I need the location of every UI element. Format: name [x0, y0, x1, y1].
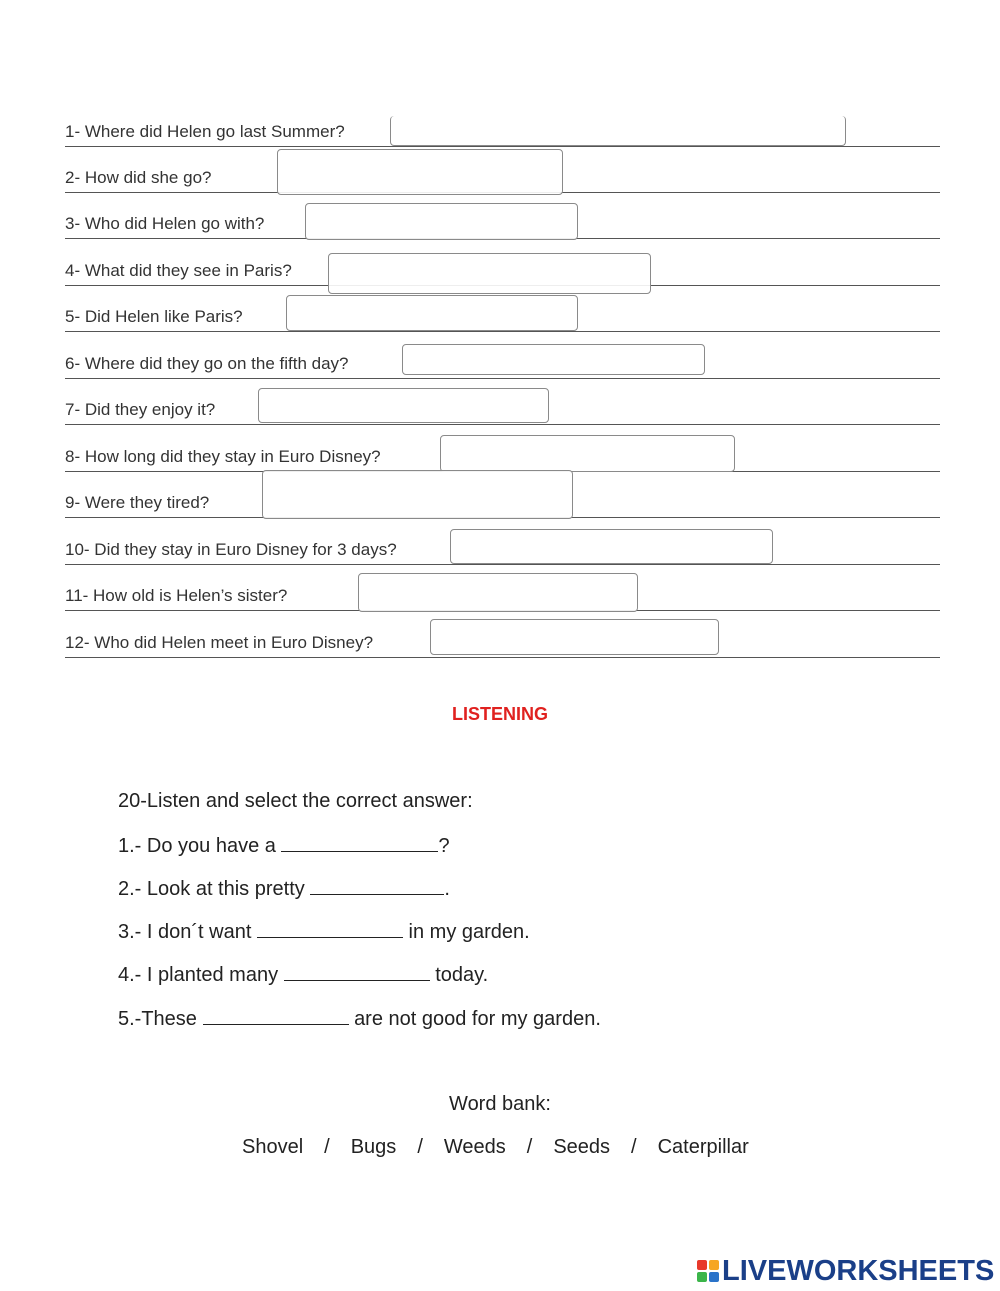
- answer-input-1[interactable]: [390, 116, 846, 146]
- answer-input-10[interactable]: [450, 529, 773, 564]
- listening-item-text: are not good for my garden.: [354, 1008, 601, 1030]
- question-text: 9- Were they tired?: [65, 493, 210, 512]
- word-bank: [242, 1136, 749, 1159]
- listening-title: LISTENING: [451, 704, 548, 724]
- word-bank-word: Bugs: [350, 1136, 397, 1158]
- word-bank-label: Word bank:: [449, 1093, 551, 1115]
- word-bank-word: Shovel: [242, 1136, 304, 1158]
- answer-input-4[interactable]: [328, 253, 651, 294]
- word-separator: /: [526, 1136, 533, 1158]
- listening-item-text: 1.- Do you have a: [118, 835, 276, 857]
- question-text: 4- What did they see in Paris?: [65, 261, 292, 280]
- listening-blank[interactable]: [281, 833, 438, 852]
- question-text: 7- Did they enjoy it?: [65, 400, 216, 419]
- listening-instruction: 20-Listen and select the correct answer:: [118, 790, 473, 812]
- word-bank-word: Weeds: [443, 1136, 506, 1158]
- answer-input-9[interactable]: [262, 470, 573, 519]
- listening-blank[interactable]: [284, 962, 430, 981]
- listening-item-text: ?: [438, 835, 450, 857]
- listening-item-text: .: [444, 878, 450, 900]
- question-text: 1- Where did Helen go last Summer?: [65, 122, 345, 141]
- answer-input-5[interactable]: [286, 295, 578, 331]
- question-text: 3- Who did Helen go with?: [65, 214, 265, 233]
- logo-block: [709, 1272, 719, 1282]
- question-text: 5- Did Helen like Paris?: [65, 307, 243, 326]
- answer-input-2[interactable]: [277, 149, 563, 195]
- listening-item-text: 5.-These: [118, 1008, 197, 1030]
- answer-input-11[interactable]: [358, 573, 638, 612]
- listening-item-text: 2.- Look at this pretty: [118, 878, 305, 900]
- liveworksheets-logo[interactable]: [697, 1254, 994, 1288]
- listening-item-2: [118, 876, 450, 901]
- answer-input-3[interactable]: [305, 203, 578, 240]
- word-bank-word: Caterpillar: [657, 1136, 749, 1158]
- listening-blank[interactable]: [203, 1006, 349, 1025]
- logo-text: LIVEWORKSHEETS: [722, 1254, 995, 1287]
- listening-item-3: [118, 919, 530, 944]
- answer-input-7[interactable]: [258, 388, 549, 423]
- listening-item-1: [118, 833, 450, 858]
- logo-blocks-icon: [697, 1260, 719, 1282]
- question-text: 12- Who did Helen meet in Euro Disney?: [65, 633, 374, 652]
- answer-input-6[interactable]: [402, 344, 705, 375]
- word-bank-word: Seeds: [553, 1136, 611, 1158]
- question-text: 2- How did she go?: [65, 168, 212, 187]
- logo-block: [697, 1260, 707, 1270]
- question-text: 11- How old is Helen’s sister?: [65, 586, 288, 605]
- listening-blank[interactable]: [310, 876, 444, 895]
- answer-input-8[interactable]: [440, 435, 735, 472]
- word-separator: /: [324, 1136, 330, 1158]
- logo-block: [697, 1272, 707, 1282]
- question-text: 10- Did they stay in Euro Disney for 3 days?: [65, 540, 397, 559]
- listening-item-text: 3.- I don´t want: [118, 921, 252, 943]
- listening-item-text: today.: [435, 964, 489, 986]
- listening-item-4: [118, 962, 488, 987]
- answer-input-12[interactable]: [430, 619, 719, 655]
- question-text: 6- Where did they go on the fifth day?: [65, 354, 349, 373]
- word-separator: /: [417, 1136, 423, 1158]
- question-text: 8- How long did they stay in Euro Disney?: [65, 447, 381, 466]
- word-separator: /: [631, 1136, 637, 1158]
- listening-blank[interactable]: [257, 919, 403, 938]
- listening-item-text: 4.- I planted many: [118, 964, 279, 986]
- listening-item-5: [118, 1006, 601, 1031]
- listening-item-text: in my garden.: [408, 921, 530, 943]
- logo-block: [709, 1260, 719, 1270]
